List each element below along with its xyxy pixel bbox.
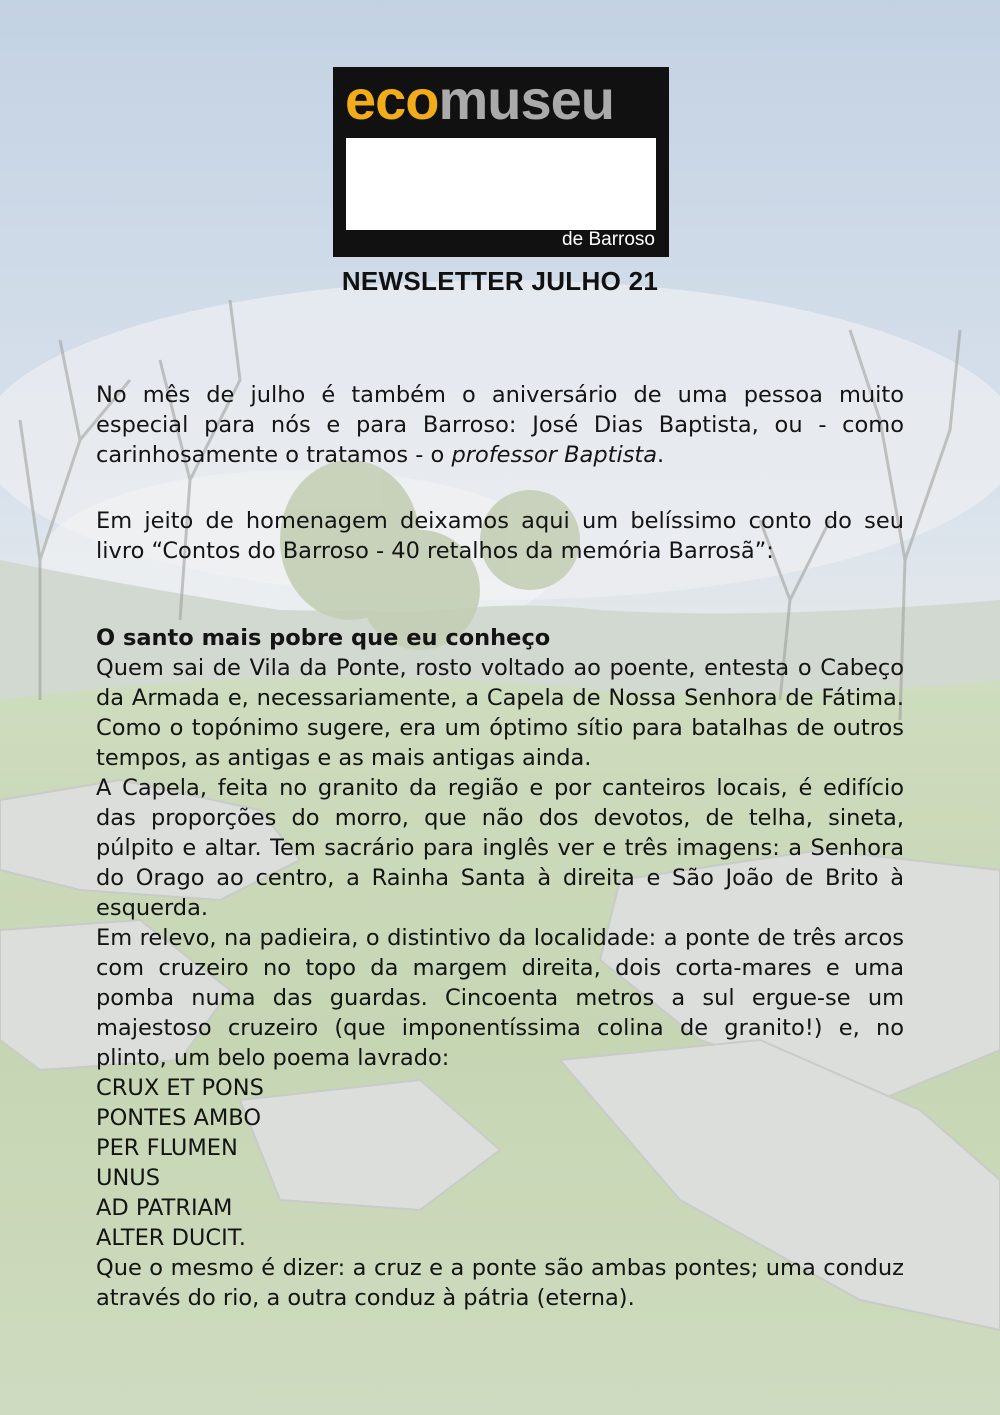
poem-line: CRUX ET PONS xyxy=(96,1075,264,1101)
story-paragraph-1: Quem sai de Vila da Ponte, rosto voltado ao poente, entesta o Cabeço da Armada e, necessariamente, a Capela de Nossa Senhora de Fátima. Como o topónimo sugere, era um óptimo sítio para batalhas de outros tempos, as antigas e as mais antigas ainda. xyxy=(96,655,904,771)
intro-text-end: . xyxy=(657,442,665,468)
logo-museu: museu xyxy=(438,68,614,131)
newsletter-title: NEWSLETTER JULHO 21 xyxy=(341,266,659,296)
ecomuseu-logo xyxy=(333,67,669,257)
poem xyxy=(96,1073,904,1253)
story xyxy=(96,623,904,1313)
poem-line: PONTES AMBO xyxy=(96,1105,262,1131)
intro-p2-text: Em jeito de homenagem deixamos aqui um belíssimo conto do seu livro “Contos do Barroso - 40 retalhos da memória Barrosã”: xyxy=(96,508,904,564)
poem-line: PER FLUMEN xyxy=(96,1135,238,1161)
story-paragraph-3: Em relevo, na padieira, o distintivo da localidade: a ponte de três arcos com cruzeiro no topo da margem direita, dois corta-mares e uma pomba numa das guardas. Cincoenta metros a sul ergue-se um majestoso cruzeiro (que imponentíssima colina de granito!) e, no plinto, um belo poema lavrado: xyxy=(96,925,904,1071)
logo-subtitle: de Barroso xyxy=(562,229,655,250)
poem-line: ALTER DUCIT. xyxy=(96,1225,246,1251)
story-title: O santo mais pobre que eu conheço xyxy=(96,625,551,651)
logo-eco: eco xyxy=(345,68,439,131)
intro-paragraph-2 xyxy=(96,506,904,566)
intro-emphasis: professor Baptista xyxy=(451,442,658,468)
intro-text: No mês de julho é também o aniversário de uma pessoa muito especial para nós e para Barroso: José Dias Baptista, ou - como carinhosamente o tratamos - o xyxy=(96,382,904,468)
intro-paragraph-1 xyxy=(96,380,904,470)
poem-line: UNUS xyxy=(96,1165,161,1191)
logo-white-box xyxy=(346,138,656,230)
poem-line: AD PATRIAM xyxy=(96,1195,233,1221)
logo-wordmark xyxy=(345,69,614,131)
story-paragraph-4: Que o mesmo é dizer: a cruz e a ponte são ambas pontes; uma conduz através do rio, a outra conduz à pátria (eterna). xyxy=(96,1255,904,1311)
story-paragraph-2: A Capela, feita no granito da região e por canteiros locais, é edifício das proporções do morro, que não dos devotos, de telha, sineta, púlpito e altar. Tem sacrário para inglês ver e três imagens: a Senhora do Orago ao centro, a Rainha Santa à direita e São João de Brito à esquerda. xyxy=(96,775,904,921)
